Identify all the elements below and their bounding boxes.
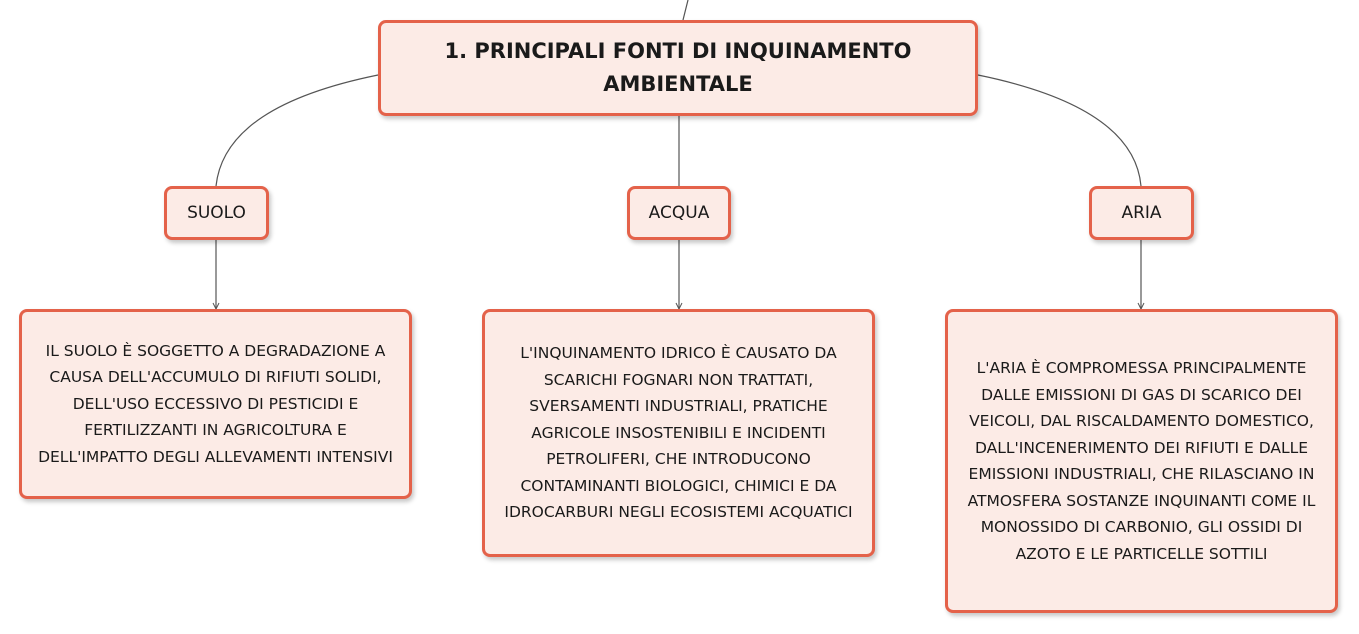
- root-node[interactable]: [378, 20, 978, 116]
- connector-root-aria: [978, 75, 1141, 186]
- root-title: 1. PRINCIPALI FONTI DI INQUINAMENTO AMBIENTALE: [444, 39, 912, 96]
- description-node-acqua[interactable]: [482, 309, 875, 557]
- topic-label-suolo: SUOLO: [187, 203, 246, 223]
- description-text-acqua: L'INQUINAMENTO IDRICO È CAUSATO DA SCARICHI FOGNARI NON TRATTATI, SVERSAMENTI INDUSTRIALI, PRATICHE AGRICOLE INSOSTENIBILI E INCIDENTI PETROLIFERI, CHE INTRODUCONO CONTAMINANTI BIOLOGICI, CHIMICI E DA IDROCARBURI NEGLI ECOSISTEMI ACQUATICI: [504, 344, 853, 522]
- topic-node-aria[interactable]: [1089, 186, 1194, 240]
- incoming-connector: [683, 0, 688, 20]
- description-text-suolo: IL SUOLO È SOGGETTO A DEGRADAZIONE A CAUSA DELL'ACCUMULO DI RIFIUTI SOLIDI, DELL'USO ECCESSIVO DI PESTICIDI E FERTILIZZANTI IN AGRICOLTURA E DELL'IMPATTO DEGLI ALLEVAMENTI INTENSIVI: [38, 341, 393, 466]
- description-node-aria[interactable]: [945, 309, 1338, 613]
- topic-label-aria: ARIA: [1121, 203, 1162, 223]
- connector-root-suolo: [216, 75, 378, 186]
- description-text-aria: L'ARIA È COMPROMESSA PRINCIPALMENTE DALLE EMISSIONI DI GAS DI SCARICO DEI VEICOLI, DAL RISCALDAMENTO DOMESTICO, DALL'INCENERIMENTO DEI RIFIUTI E DALLE EMISSIONI INDUSTRIALI, CHE RILASCIANO IN ATMOSFERA SOSTANZE INQUINANTI COME IL MONOSSIDO DI CARBONIO, GLI OSSIDI DI AZOTO E LE PARTICELLE SOTTILI: [967, 359, 1316, 563]
- topic-label-acqua: ACQUA: [648, 203, 710, 223]
- topic-node-acqua[interactable]: [627, 186, 731, 240]
- topic-node-suolo[interactable]: [164, 186, 269, 240]
- description-node-suolo[interactable]: [19, 309, 412, 499]
